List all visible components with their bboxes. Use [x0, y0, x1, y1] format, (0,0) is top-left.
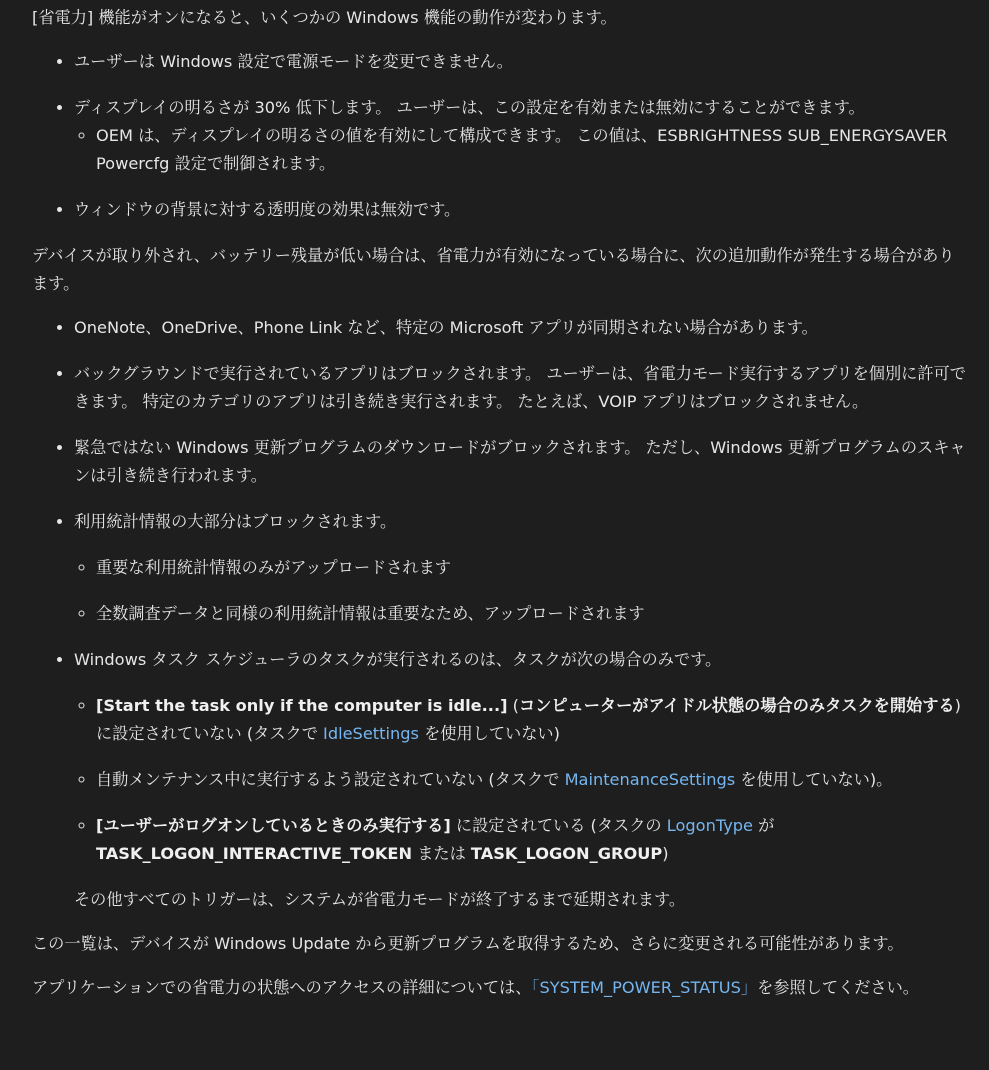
list-item: [74, 94, 969, 178]
text-fragment: を参照してください。: [757, 978, 919, 997]
logontype-link[interactable]: LogonType: [666, 816, 754, 835]
list-item-text: 利用統計情報の大部分はブロックされます。: [74, 512, 397, 531]
text-fragment: に設定されている (タスクの: [450, 816, 667, 835]
interactive-token-constant: TASK_LOGON_INTERACTIVE_TOKEN: [96, 844, 413, 863]
list-item: [74, 646, 969, 914]
intro-paragraph: [省電力] 機能がオンになると、いくつかの Windows 機能の動作が変わります。: [32, 8, 617, 27]
list-item-text: ユーザーは Windows 設定で電源モードを変更できません。: [74, 52, 513, 71]
list-item: [74, 434, 969, 490]
sub-list: [74, 554, 969, 628]
list-item-text: ウィンドウの背景に対する透明度の効果は無効です。: [74, 200, 461, 219]
power-status-paragraph: [32, 974, 969, 1002]
list-item-text: バックグラウンドで実行されているアプリはブロックされます。 ユーザーは、省電力モード実行するアプリを個別に許可できます。 特定のカテゴリのアプリは引き続き実行されます。 たとえば、VOIP アプリはブロックされません。: [74, 364, 966, 411]
maintenancesettings-link[interactable]: MaintenanceSettings: [564, 770, 736, 789]
text-fragment: アプリケーションでの省電力の状態へのアクセスの詳細については、: [32, 978, 532, 997]
text-fragment: または: [412, 844, 471, 863]
text-fragment: ) に設定されていない (タスクで: [96, 696, 961, 743]
text-fragment: が: [753, 816, 775, 835]
list-item-text: OneNote、OneDrive、Phone Link など、特定の Microsoft アプリが同期されない場合があります。: [74, 318, 818, 337]
list-item: [74, 196, 969, 224]
list-item: [74, 360, 969, 416]
text-fragment: を使用していない): [418, 724, 560, 743]
additional-behavior-list: [32, 314, 969, 914]
system-power-status-link[interactable]: 「SYSTEM_POWER_STATUS」: [531, 978, 758, 997]
list-item-text: Windows タスク スケジューラのタスクが実行されるのは、タスクが次の場合のみです。: [74, 650, 722, 669]
sub-list-item: ◦ OEM は、ディスプレイの明るさの値を有効にして構成できます。 この値は、ESBRIGHTNESS SUB_ENERGYSAVER Powercfg 設定で制御されます。: [96, 122, 969, 178]
unplugged-paragraph: デバイスが取り外され、バッテリー残量が低い場合は、省電力が有効になっている場合に、次の追加動作が発生する場合があります。: [32, 246, 955, 293]
idlesettings-link[interactable]: IdleSettings: [323, 724, 419, 743]
idle-setting-translation: コンピューターがアイドル状態の場合のみタスクを開始する: [518, 696, 955, 715]
battery-saver-behavior-list: [32, 48, 969, 224]
text-fragment: ): [662, 844, 669, 863]
text-fragment: (: [507, 696, 519, 715]
update-note-paragraph: この一覧は、デバイスが Windows Update から更新プログラムを取得するため、さらに変更される可能性があります。: [32, 934, 904, 953]
sub-list-item: [96, 692, 969, 748]
sub-list-item: ◦ 重要な利用統計情報のみがアップロードされます: [96, 554, 969, 582]
sub-list-item: ◦ 全数調査データと同様の利用統計情報は重要なため、アップロードされます: [96, 600, 969, 628]
sub-list-item: [96, 812, 969, 868]
list-item: [74, 508, 969, 628]
list-item: [74, 314, 969, 342]
text-fragment: を使用していない)。: [735, 770, 893, 789]
logon-setting-label: [ユーザーがログオンしているときのみ実行する]: [96, 816, 451, 835]
deferred-triggers-note: その他すべてのトリガーは、システムが省電力モードが終了するまで延期されます。: [74, 890, 686, 909]
list-item: [74, 48, 969, 76]
idle-setting-label: [Start the task only if the computer is idle...]: [96, 696, 508, 715]
logon-group-constant: TASK_LOGON_GROUP: [470, 844, 663, 863]
list-item-text: 緊急ではない Windows 更新プログラムのダウンロードがブロックされます。 ただし、Windows 更新プログラムのスキャンは引き続き行われます。: [74, 438, 966, 485]
list-item-text: ディスプレイの明るさが 30% 低下します。 ユーザーは、この設定を有効または無効にすることができます。: [74, 98, 865, 117]
sub-list: [74, 692, 969, 868]
sub-list: [74, 122, 969, 178]
sub-list-item: [96, 766, 969, 794]
text-fragment: 自動メンテナンス中に実行するよう設定されていない (タスクで: [96, 770, 565, 789]
